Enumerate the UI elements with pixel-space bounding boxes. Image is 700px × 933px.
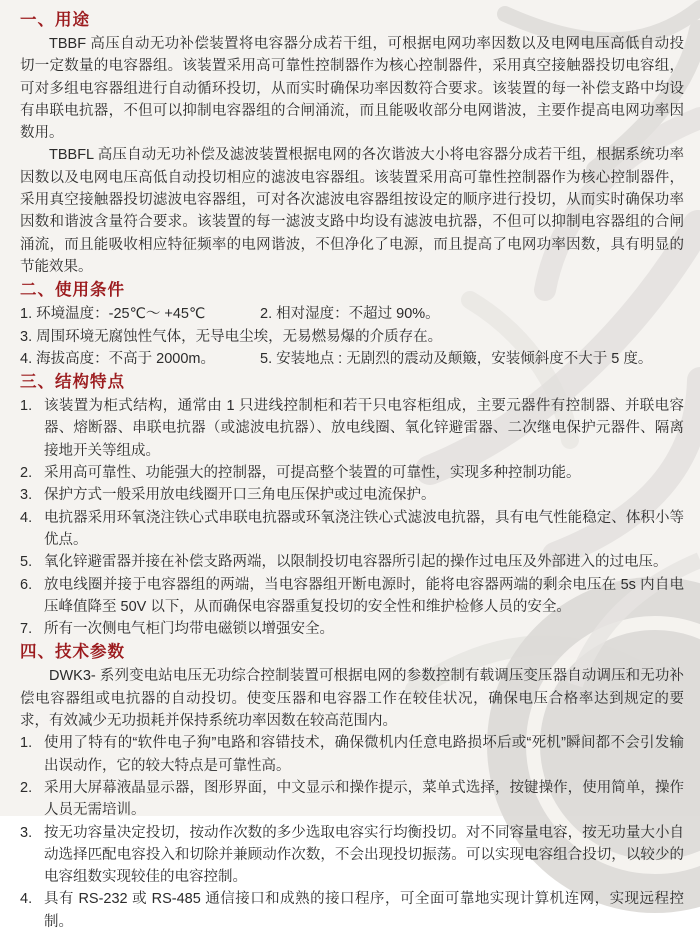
condition-environment: 3. 周围环境无腐蚀性气体，无导电尘埃，无易燃易爆的介质存在。 xyxy=(20,328,443,345)
structure-item xyxy=(20,551,684,573)
usage-paragraph-tbbf: TBBF 高压自动无功补偿装置将电容器分成若干组，可根据电网功率因数以及电网电压高低自动投切一定数量的电容器组。该装置采用高可靠性控制器作为核心控制器件，采用真空接触器投切电容组，可对多组电容器组进行自动循环投切，从而实时确保功率因数符合要求。该装置的每一补偿支路中均设有串联电抗器，不但可以抑制电容器组的合闸涌流，而且能吸收部分电网谐波，主要作提高电网功率因数用。 xyxy=(20,36,684,142)
parameters-intro: DWK3- 系列变电站电压无功综合控制装置可根据电网的参数控制有载调压变压器自动调压和无功补偿电容器组或电抗器的自动投切。使变压器和电容器工作在较佳状况，确保电压合格率达到规定的要求，有效减少无功损耗并保持系统功率因数在较高范围内。 xyxy=(20,668,684,730)
list-text: 采用大屏幕液晶显示器，图形界面，中文显示和操作提示，菜单式选择，按键操作，使用简单，操作人员无需培训。 xyxy=(44,779,684,819)
conditions-row-2 xyxy=(20,348,684,370)
structure-item xyxy=(20,618,684,640)
structure-item xyxy=(20,574,684,619)
list-number: 4. xyxy=(20,509,33,526)
section-heading-parameters: 四、技术参数 xyxy=(20,643,125,662)
parameters-item xyxy=(20,888,684,933)
list-text: 氧化锌避雷器并接在补偿支路两端，以限制投切电容器所引起的操作过电压及外部进入的过电压。 xyxy=(44,554,668,571)
list-text: 放电线圈并接于电容器组的两端，当电容器组开断电源时，能将电容器两端的剩余电压在 5s 内自电压峰值降至 50V 以下，从而确保电容器重复投切的安全性和维护检修人员的安全。 xyxy=(44,576,684,615)
section-heading-structure: 三、结构特点 xyxy=(20,373,125,392)
usage-paragraph-tbbfl: TBBFL 高压自动无功补偿及滤波装置根据电网的各次谐波大小将电容器分成若干组，根据系统功率因数以及电网电压高低自动投切相应的滤波电容器组。该装置采用高可靠性控制器作为核心控制器件，采用真空接触器投切滤波电容器组，可对各次滤波电容器组按设定的顺序进行投切，从而实时确保功率因数和谐波含量符合要求。该装置的每一滤波支路中均设有滤波电抗器，不但可以抑制电容器组的合闸涌流，而且能吸收相应特征频率的电网谐波，不但净化了电源，而且提高了电网功率因数，具有明显的节能效果。 xyxy=(20,147,684,275)
list-text: 具有 RS-232 或 RS-485 通信接口和成熟的接口程序，可全面可靠地实现计算机连网，实现远程控制。 xyxy=(44,891,684,930)
list-number: 4. xyxy=(20,891,33,908)
list-text: 电抗器采用环氧浇注铁心式串联电抗器或环氧浇注铁心式滤波电抗器，具有电气性能稳定、体积小等优点。 xyxy=(44,509,684,548)
list-number: 2. xyxy=(20,779,33,796)
parameters-item xyxy=(20,732,684,777)
list-number: 2. xyxy=(20,465,33,482)
list-number: 1. xyxy=(20,398,33,415)
structure-item xyxy=(20,462,684,484)
parameters-item xyxy=(20,822,684,889)
list-number: 1. xyxy=(20,735,33,752)
condition-humidity: 2. 相对湿度：不超过 90%。 xyxy=(260,306,440,323)
condition-altitude: 4. 海拔高度：不高于 2000m。 xyxy=(20,350,215,367)
list-number: 6. xyxy=(20,576,33,593)
section-heading-conditions: 二、使用条件 xyxy=(20,281,125,300)
structure-item xyxy=(20,395,684,462)
parameters-item xyxy=(20,777,684,822)
structure-item xyxy=(20,484,684,506)
condition-installation-site: 5. 安装地点 : 无剧烈的震动及颠簸，安装倾斜度不大于 5 度。 xyxy=(260,350,653,367)
list-text: 使用了特有的“软件电子狗”电路和容错技术，确保微机内任意电路损坏后或“死机”瞬间都不会引发输出误动作，它的较大特点是可靠性高。 xyxy=(44,735,684,774)
list-text: 按无功容量决定投切，按动作次数的多少选取电容实行均衡投切。对不同容量电容，按无功量大小自动选择匹配电容投入和切除并兼顾动作次数，不会出现投切振荡。可以实现电容组合投切，以较少的电容组数实现较佳的电容控制。 xyxy=(44,824,684,886)
structure-item xyxy=(20,507,684,552)
conditions-row-1 xyxy=(20,303,684,325)
list-text: 保护方式一般采用放电线圈开口三角电压保护或过电流保护。 xyxy=(44,487,436,504)
list-number: 3. xyxy=(20,487,33,504)
section-heading-usage: 一、用途 xyxy=(20,11,90,29)
list-text: 该装置为柜式结构，通常由 1 只进线控制柜和若干只电容柜组成，主要元器件有控制器、并联电容器、熔断器、串联电抗器（或滤波电抗器）、放电线圈、氧化锌避雷器、二次继电保护元器件、隔离接地开关等组成。 xyxy=(44,398,684,459)
list-text: 所有一次侧电气柜门均带电磁锁以增强安全。 xyxy=(44,621,334,638)
list-number: 3. xyxy=(20,824,33,841)
list-text: 采用高可靠性、功能强大的控制器，可提高整个装置的可靠性，实现多种控制功能。 xyxy=(44,465,581,482)
list-number: 5. xyxy=(20,554,33,571)
list-number: 7. xyxy=(20,621,33,638)
condition-temperature: 1. 环境温度：-25℃～ +45℃ xyxy=(20,306,206,323)
